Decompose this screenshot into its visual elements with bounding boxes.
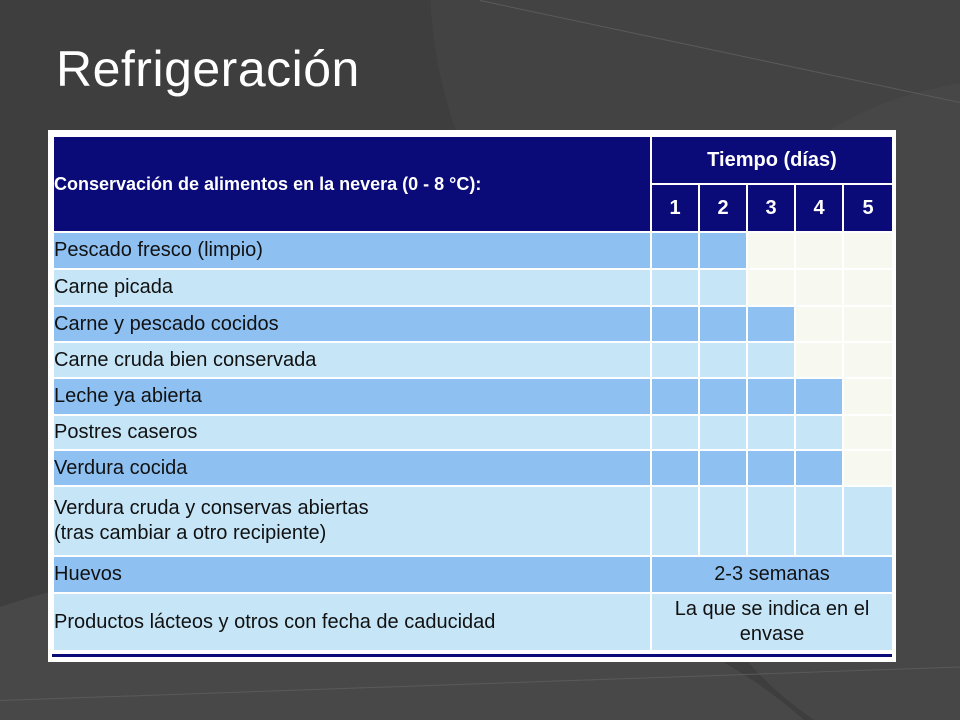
food-label <box>53 486 651 556</box>
table-row <box>53 232 893 269</box>
day-cell-filled <box>747 450 795 486</box>
table-row <box>53 556 893 593</box>
slide-title: Refrigeración <box>56 41 360 97</box>
day-cell-filled <box>747 486 795 556</box>
food-label: Productos lácteos y otros con fecha de caducidad <box>53 593 651 651</box>
day-cell-filled <box>699 415 747 450</box>
day-cell-filled <box>699 486 747 556</box>
day-cell-empty <box>843 269 893 306</box>
table-row <box>53 342 893 378</box>
day-header: 2 <box>699 184 747 232</box>
duration-text: La que se indica en el envase <box>651 593 893 651</box>
day-cell-empty <box>843 232 893 269</box>
day-cell-empty <box>795 232 843 269</box>
day-cell-filled <box>651 415 699 450</box>
food-label: Verdura cocida <box>53 450 651 486</box>
time-header: Tiempo (días) <box>651 136 893 184</box>
day-header: 4 <box>795 184 843 232</box>
day-header: 1 <box>651 184 699 232</box>
day-cell-filled <box>795 378 843 415</box>
day-cell-filled <box>843 486 893 556</box>
day-cell-filled <box>795 415 843 450</box>
day-cell-filled <box>651 486 699 556</box>
table-header-label: Conservación de alimentos en la nevera (0 - 8 °C): <box>53 136 651 232</box>
day-cell-filled <box>699 378 747 415</box>
food-label-line: Verdura cruda y conservas abiertas <box>54 497 369 519</box>
day-cell-empty <box>747 232 795 269</box>
food-label: Huevos <box>53 556 651 593</box>
day-cell-filled <box>795 486 843 556</box>
day-cell-filled <box>651 232 699 269</box>
day-cell-empty <box>795 269 843 306</box>
day-cell-filled <box>747 415 795 450</box>
conservation-table-frame <box>48 130 896 662</box>
day-cell-filled <box>747 306 795 342</box>
table-row <box>53 269 893 306</box>
table-row <box>53 593 893 651</box>
day-cell-filled <box>699 450 747 486</box>
day-cell-filled <box>747 378 795 415</box>
day-cell-filled <box>651 342 699 378</box>
table-row <box>53 450 893 486</box>
day-cell-filled <box>699 306 747 342</box>
day-cell-filled <box>651 378 699 415</box>
day-cell-empty <box>795 342 843 378</box>
food-label: Pescado fresco (limpio) <box>53 232 651 269</box>
day-cell-filled <box>699 232 747 269</box>
day-header: 5 <box>843 184 893 232</box>
food-label: Carne cruda bien conservada <box>53 342 651 378</box>
day-cell-filled <box>699 269 747 306</box>
day-cell-empty <box>843 306 893 342</box>
day-cell-empty <box>843 342 893 378</box>
table-row <box>53 306 893 342</box>
table-row <box>53 415 893 450</box>
food-label: Leche ya abierta <box>53 378 651 415</box>
duration-text: 2-3 semanas <box>651 556 893 593</box>
table-row <box>53 378 893 415</box>
table-bottom-bar <box>52 654 892 657</box>
day-cell-empty <box>843 450 893 486</box>
day-cell-empty <box>843 415 893 450</box>
day-cell-filled <box>795 450 843 486</box>
day-cell-filled <box>651 306 699 342</box>
day-header: 3 <box>747 184 795 232</box>
food-label: Postres caseros <box>53 415 651 450</box>
food-label: Carne y pescado cocidos <box>53 306 651 342</box>
day-cell-filled <box>651 450 699 486</box>
day-cell-filled <box>747 342 795 378</box>
day-cell-filled <box>699 342 747 378</box>
food-label: Carne picada <box>53 269 651 306</box>
day-cell-empty <box>795 306 843 342</box>
table-body <box>53 232 893 651</box>
day-cell-filled <box>651 269 699 306</box>
conservation-table <box>52 135 894 652</box>
table-row <box>53 486 893 556</box>
food-label-line: (tras cambiar a otro recipiente) <box>54 522 327 544</box>
day-cell-empty <box>843 378 893 415</box>
day-cell-empty <box>747 269 795 306</box>
